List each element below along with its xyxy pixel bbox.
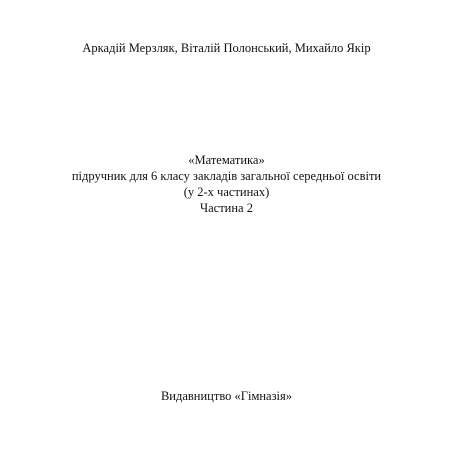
book-part: Частина 2 [200,201,253,215]
book-parts-note: (у 2-х частинах) [183,185,270,199]
publisher-line: Видавництво «Гімназія» [160,389,293,403]
book-subtitle: підручник для 6 класу закладів загальної середньої освіти [71,169,382,183]
authors-line: Аркадій Мерзляк, Віталій Полонський, Михайло Якір [82,41,371,55]
book-title-block [0,152,453,216]
book-title: «Математика» [188,153,265,167]
